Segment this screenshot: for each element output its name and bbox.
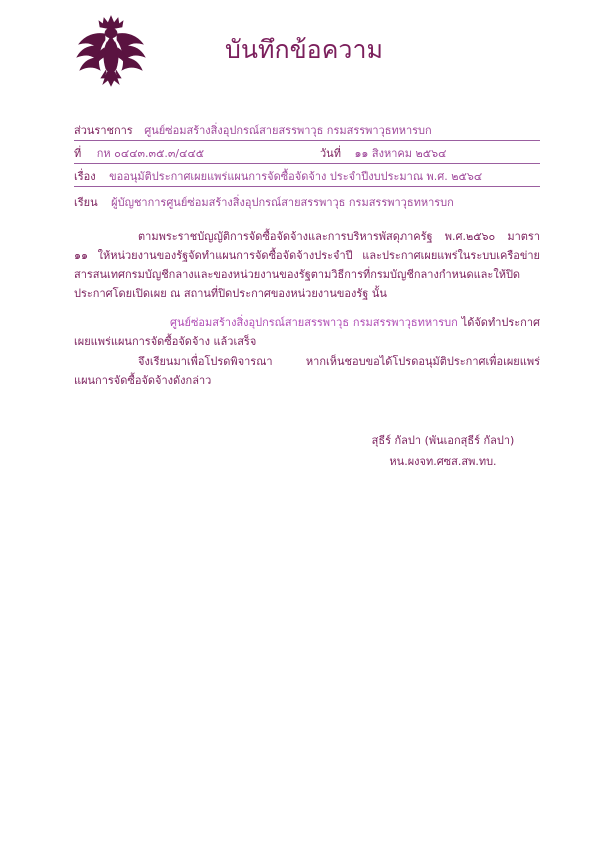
field-ref-no-label: ที่ bbox=[74, 147, 82, 160]
field-addressee bbox=[74, 193, 454, 211]
field-ref-no bbox=[74, 144, 204, 162]
signature-block bbox=[348, 430, 538, 473]
field-agency-value: ศูนย์ซ่อมสร้างสิ่งอุปกรณ์สายสรรพาวุธ กรมสรรพาวุธทหารบก bbox=[144, 124, 432, 137]
field-ref-no-value: กห ๐๔๔๓.๓๕.๓/๔๔๕ bbox=[96, 147, 205, 160]
paragraph-1: ตามพระราชบัญญัติการจัดซื้อจัดจ้างและการบริหารพัสดุภาครัฐ พ.ศ.๒๕๖๐ มาตรา ๑๑ ให้หน่วยงานของรัฐจัดทำแผนการจัดซื้อจัดจ้างประจำปี และประกาศเผยแพร่ในระบบเครือข่ายสารสนเทศกรมบัญชีกลางและของหน่วยงานของรัฐตามวิธีการที่กรมบัญชีกลางกำหนดและให้ปิดประกาศโดยเปิดเผย ณ สถานที่ปิดประกาศของหน่วยงานของรัฐ นั้น bbox=[74, 230, 540, 300]
field-addressee-value: ผู้บัญชาการศูนย์ซ่อมสร้างสิ่งอุปกรณ์สายสรรพาวุธ กรมสรรพาวุธทหารบก bbox=[111, 196, 454, 209]
rule-ref-date bbox=[74, 163, 540, 164]
field-date-label: วันที่ bbox=[320, 147, 341, 160]
signature-name-paren: (พันเอกสุธีร์ กัลปา) bbox=[424, 434, 515, 447]
paragraph-highlight-agency: ศูนย์ซ่อมสร้างสิ่งอุปกรณ์สายสรรพาวุธ กรมสรรพาวุธทหารบก bbox=[170, 316, 458, 329]
rule-subject bbox=[74, 186, 540, 187]
signature-position: หน.ผงจท.ศซส.สพ.ทบ. bbox=[389, 455, 497, 469]
paragraph-highlight bbox=[74, 314, 540, 352]
signature-name: สุธีร์ กัลปา bbox=[371, 434, 422, 447]
field-addressee-label: เรียน bbox=[74, 196, 98, 209]
page-title: บันทึกข้อความ bbox=[225, 35, 383, 64]
paragraph-highlight-rest: ได้จัดทำประกาศเผยแพร่แผนการจัดซื้อจัดจ้าง แล้วเสร็จ bbox=[74, 316, 540, 348]
field-date-value: ๑๑ สิงหาคม ๒๕๖๔ bbox=[354, 147, 447, 160]
field-subject bbox=[74, 167, 482, 185]
field-subject-value: ขออนุมัติประกาศเผยแพร่แผนการจัดซื้อจัดจ้าง ประจำปีงบประมาณ พ.ศ. ๒๕๖๔ bbox=[109, 170, 483, 183]
field-subject-label: เรื่อง bbox=[74, 170, 96, 183]
field-agency bbox=[74, 121, 432, 139]
paragraph-2: จึงเรียนมาเพื่อโปรดพิจารณา หากเห็นชอบขอได้โปรดอนุมัติประกาศเพื่อเผยแพร่แผนการจัดซื้อจัดจ้างดังกล่าว bbox=[74, 355, 540, 387]
field-agency-label: ส่วนราชการ bbox=[74, 124, 133, 137]
field-date bbox=[320, 144, 446, 162]
rule-agency bbox=[74, 140, 540, 141]
document-sheet bbox=[48, 0, 560, 828]
